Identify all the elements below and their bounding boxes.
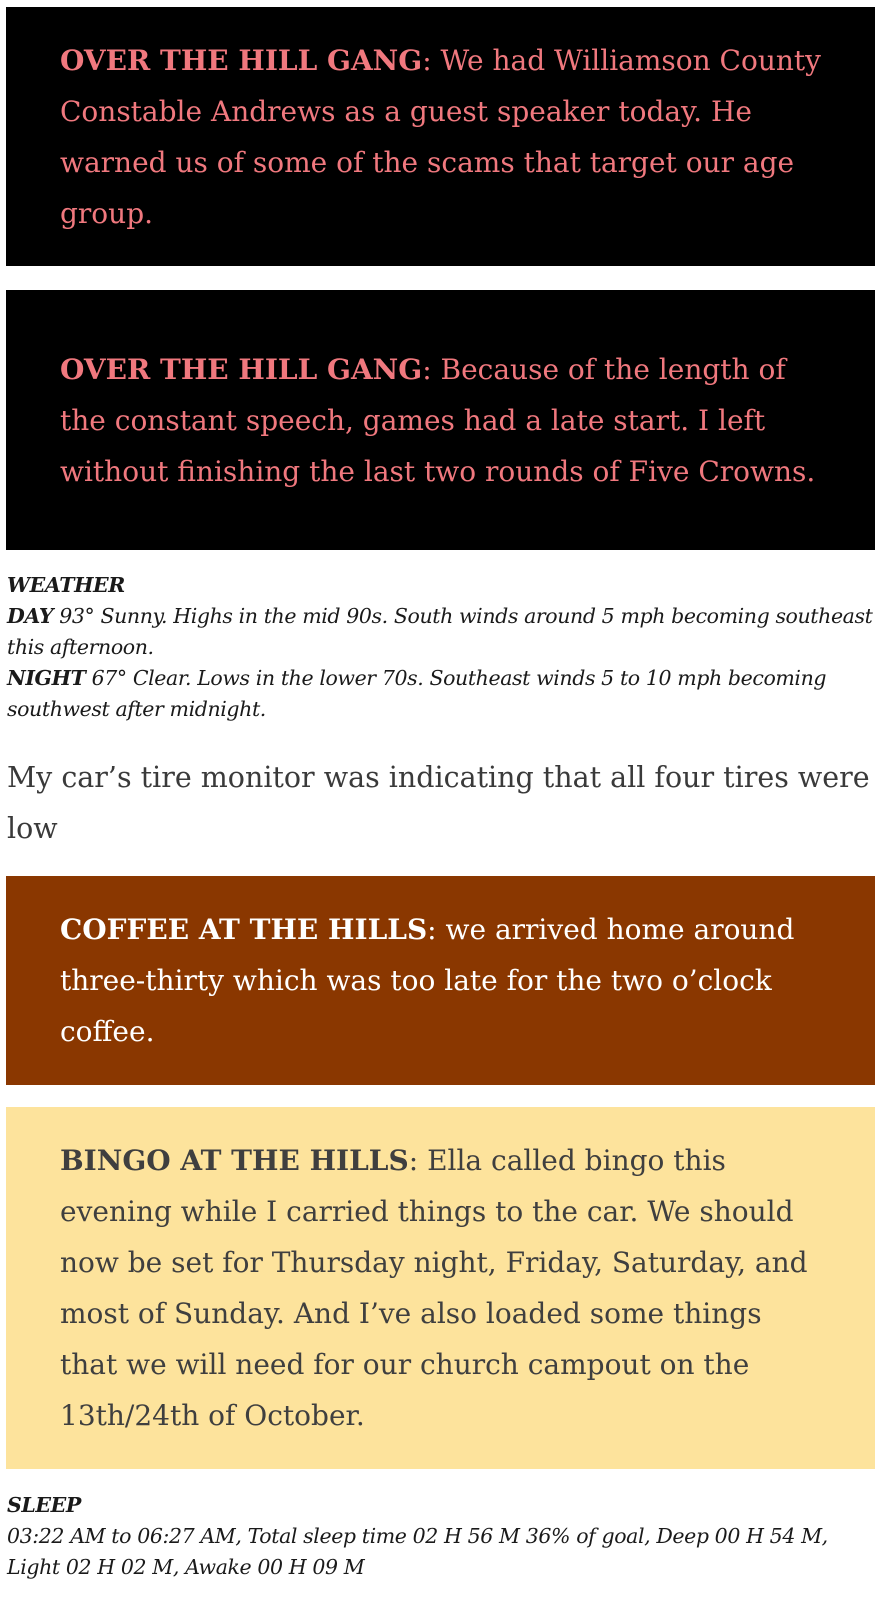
- post-heading: COFFEE AT THE HILLS: [60, 913, 428, 946]
- post-paragraph: [60, 344, 825, 497]
- post-heading: OVER THE HILL GANG: [60, 43, 423, 77]
- sleep-title: SLEEP: [7, 1493, 81, 1517]
- bingo-at-the-hills-post: [6, 1107, 875, 1469]
- post-text: Because of the length of the constant speech, games had a late start. I left without finishing the last two rounds of Five Crowns.: [60, 352, 816, 488]
- weather-title: WEATHER: [7, 573, 125, 597]
- night-forecast: 67° Clear. Lows in the lower 70s. Southeast winds 5 to 10 mph becoming southwest after midnight.: [7, 666, 827, 721]
- tire-monitor-note: My car’s tire monitor was indicating that all four tires were low: [7, 761, 870, 845]
- coffee-at-the-hills-post: [6, 876, 875, 1085]
- night-label: NIGHT: [7, 666, 86, 690]
- post-text: we arrived home around three-thirty which was too late for the two o’clock coffee.: [60, 913, 795, 1048]
- weather-section: [7, 570, 875, 725]
- sleep-details: 03:22 AM to 06:27 AM, Total sleep time 02 H 56 M 36% of goal, Deep 00 H 54 M, Light 02 H 02 M, Awake 00 H 09 M: [7, 1524, 828, 1579]
- heading-separator: :: [422, 43, 441, 77]
- post-paragraph: [60, 904, 825, 1057]
- post-paragraph: [60, 35, 825, 239]
- day-label: DAY: [7, 604, 54, 628]
- sleep-section: [7, 1490, 875, 1583]
- heading-separator: :: [422, 352, 441, 386]
- post-paragraph: [60, 1135, 825, 1441]
- over-the-hill-gang-post-2: [6, 290, 875, 550]
- over-the-hill-gang-post-1: [6, 7, 875, 266]
- day-forecast: 93° Sunny. Highs in the mid 90s. South winds around 5 mph becoming southeast this afternoon.: [7, 604, 873, 659]
- post-text: We had Williamson County Constable Andrews as a guest speaker today. He warned us of some of the scams that target our age group.: [60, 43, 821, 230]
- post-heading: BINGO AT THE HILLS: [60, 1144, 409, 1177]
- heading-separator: :: [408, 1144, 428, 1177]
- heading-separator: :: [427, 913, 446, 946]
- post-text: Ella called bingo this evening while I carried things to the car. We should now be set for Thursday night, Friday, Saturday, and most of Sunday. And I’ve also loaded some things that we will need for our church campout on the 13th/24th of October.: [60, 1144, 808, 1432]
- weather-night: [7, 663, 875, 725]
- post-heading: OVER THE HILL GANG: [60, 352, 423, 386]
- weather-day: [7, 601, 875, 663]
